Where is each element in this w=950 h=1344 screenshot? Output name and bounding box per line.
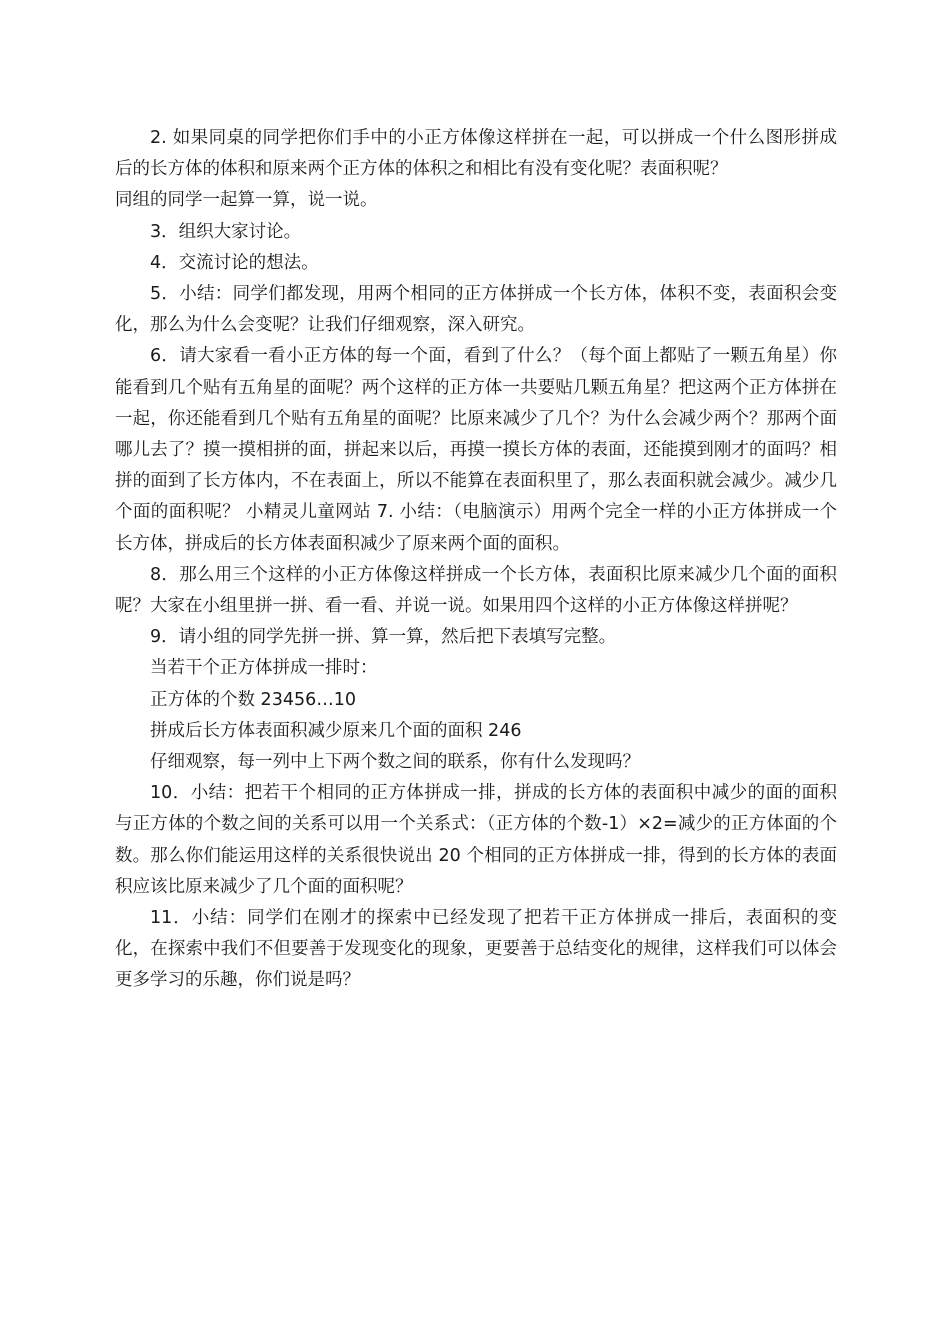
paragraph-5: 5．小结：同学们都发现，用两个相同的正方体拼成一个长方体，体积不变，表面积会变化，那么为什么会变呢？让我们仔细观察，深入研究。 xyxy=(115,284,837,336)
document-body xyxy=(115,123,837,997)
paragraph-3: 3．组织大家讨论。 xyxy=(150,221,302,242)
paragraph-6: 6．请大家看一看小正方体的每一个面，看到了什么？（每个面上都贴了一颗五角星）你能看到几个贴有五角星的面呢？两个这样的正方体一共要贴几颗五角星？把这两个正方体拼在一起，你还能看到几个贴有五角星的面呢？比原来减少了几个？为什么会减少两个？那两个面哪儿去了？摸一摸相拼的面，拼起来以后，再摸一摸长方体的表面，还能摸到刚才的面吗？相拼的面到了长方体内，不在表面上，所以不能算在表面积里了，那么表面积就会减少。减少几个面的面积呢？ 小精灵儿童网站 7. 小结：（电脑演示）用两个完全一样的小正方体拼成一个长方体，拼成后的长方体表面积减少了原来两个面的面积。 xyxy=(115,346,837,554)
paragraph-4: 4．交流讨论的想法。 xyxy=(150,252,319,273)
paragraph-9c: 拼成后长方体表面积减少原来几个面的面积 246 xyxy=(150,720,522,741)
paragraph-8: 8．那么用三个这样的小正方体像这样拼成一个长方体，表面积比原来减少几个面的面积呢？大家在小组里拼一拼、看一看、并说一说。如果用四个这样的小正方体像这样拼呢？ xyxy=(115,564,837,617)
paragraph-11: 11．小结：同学们在刚才的探索中已经发现了把若干正方体拼成一排后，表面积的变化，在探索中我们不但要善于发现变化的现象，更要善于总结变化的规律，这样我们可以体会更多学习的乐趣，你们说是吗？ xyxy=(115,908,837,991)
paragraph-9b: 正方体的个数 23456…10 xyxy=(150,689,357,710)
paragraph-10: 10．小结：把若干个相同的正方体拼成一排，拼成的长方体的表面积中减少的面的面积与正方体的个数之间的关系可以用一个关系式：（正方体的个数-1）×2=减少的正方体面的个数。那么你们能运用这样的关系很快说出 20 个相同的正方体拼成一排，得到的长方体的表面积应该比原来减少了几个面的面积呢？ xyxy=(115,783,837,897)
paragraph-9: 9．请小组的同学先拼一拼、算一算，然后把下表填写完整。 xyxy=(150,627,617,648)
paragraph-9a: 当若干个正方体拼成一排时： xyxy=(150,658,378,679)
paragraph-2b: 同组的同学一起算一算，说一说。 xyxy=(115,190,378,211)
paragraph-9d: 仔细观察，每一列中上下两个数之间的联系，你有什么发现吗？ xyxy=(150,752,640,773)
paragraph-2a: 2. 如果同桌的同学把你们手中的小正方体像这样拼在一起，可以拼成一个什么图形拼成后的长方体的体积和原来两个正方体的体积之和相比有没有变化呢？表面积呢？ xyxy=(115,128,837,180)
